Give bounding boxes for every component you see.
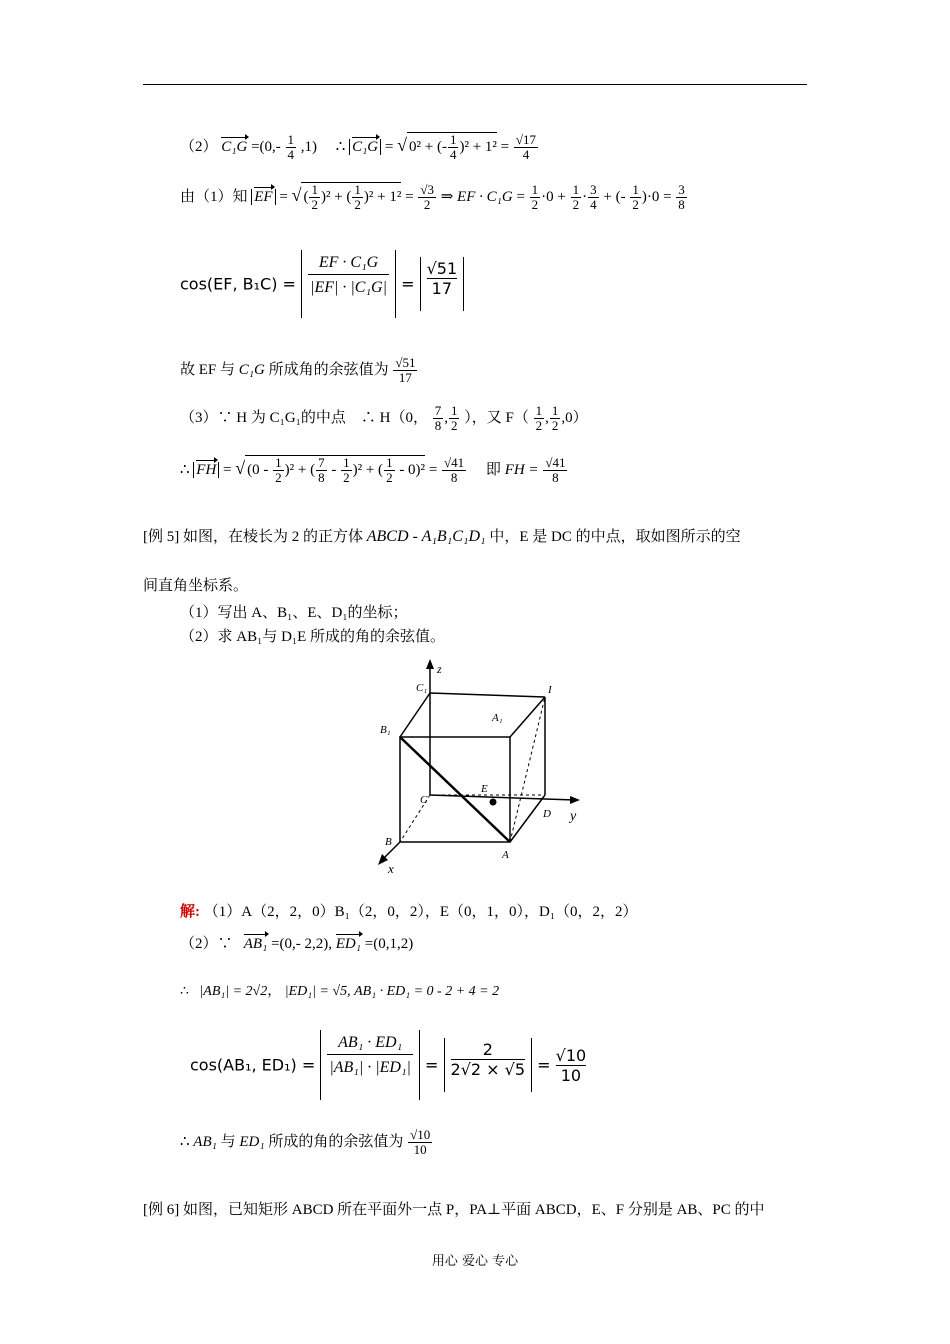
c1g-magnitude-label: C₁G (352, 138, 379, 155)
sol2-a: （2）∵ (180, 936, 233, 952)
part3-line: （3）∵ H 为 C₁G₁的中点 ∴ H（0， $\frac{7}{8}$ , $\frac{1}{2}$ ），又 F（ $\frac{1}{2}$ , $\frac{1}{2}$ ,0） (180, 403, 588, 433)
mag-result: $\frac{√17}{4}$ (515, 132, 537, 162)
solution-mags (180, 980, 499, 1000)
concl-a: ∴ (180, 1133, 190, 1150)
part3-d: ,0） (561, 409, 588, 426)
label-x: x (388, 861, 394, 876)
ef-vector: EF (254, 188, 273, 205)
concl1-d: 17 (398, 370, 412, 385)
sol-cos-den: |AB₁| · |ED₁| (329, 1059, 411, 1076)
label-z: z (437, 662, 442, 676)
dot-result: $\frac{3}{8}$ (678, 182, 685, 212)
ex5-b: 中，E 是 DC 的中点，取如图所示的空 (489, 529, 741, 545)
ef-line: 由（1）知 EF = √ ( $\frac{1}{2}$ )² + ( $\frac{1}{2}$ )² + 1² = $\frac{√3}{2}$ ⇒ EF · C₁G = $\frac{1}{2}$ ·0 + $\frac{1}{2}$ · $\frac{3}{4}$ + (- $\frac{1}{2}$ )·0 = $\frac{3}{8}$ (180, 182, 685, 212)
part2-line: （2） C₁G =(0,- $\frac{1}{4}$ ,1) ∴ C₁G = √ 0² + (- $\frac{1}{4}$ )² + 1² = $\frac{√17}{4}$ (180, 132, 537, 162)
cos-denominator: |EF| · |C₁G| (310, 279, 387, 296)
c1g-vector: C₁G (221, 138, 248, 155)
cos-result-d: 17 (431, 279, 453, 298)
fh-vector: FH (196, 461, 217, 478)
example6-line1: [例 6] 如图，已知矩形 ABCD 所在平面外一点 P，PA⊥平面 ABCD，E、F 分别是 AB、PC 的中 (143, 1202, 765, 1218)
example5-line1 (143, 525, 741, 546)
label-y: y (570, 809, 577, 824)
cos-line: cos(EF, B₁C) = $\frac{\text{EF · C₁G}}{\text{|EF| · |C₁G|}}$ = $\frac{√51}{17}$ (180, 250, 464, 318)
conclusion-1 (180, 356, 418, 385)
ab1-dot-ed1: AB₁ · ED₁ = 0 - 2 + 4 = 2 (354, 984, 500, 999)
ef-prefix: 由（1）知 (180, 188, 248, 205)
solution-label: 解: (180, 904, 200, 920)
mag-inner: 0² + (- (409, 138, 447, 155)
point-e (490, 799, 497, 806)
part3-b: ∴ H（0， (360, 409, 428, 426)
solution-cos: cos(AB₁, ED₁) = $\frac{\text{AB₁ · ED₁}}{\text{|AB₁| · |ED₁|}}$ = $\frac{2}{2√2 \times √5}$ = $\frac{√10}{10}$ (190, 1030, 586, 1100)
sol-cos-text: cos(AB₁, ED₁) = (190, 1055, 316, 1075)
sol-mid-d: 2√2 × √5 (450, 1060, 526, 1079)
concl1-n: √51 (395, 355, 416, 370)
c1g-tail: ,1) (300, 138, 318, 155)
label-a: A (502, 849, 509, 861)
label-a1: A₁ (492, 712, 503, 724)
cos-numerator: EF · C₁G (308, 252, 389, 275)
cos-result-n: √51 (426, 259, 458, 278)
fh-therefore: ∴ (180, 461, 190, 478)
edge-b1c1 (400, 693, 430, 737)
fh-ji: 即 (485, 461, 501, 478)
label-e: E (481, 783, 488, 795)
label-c: C (420, 794, 428, 806)
ab1-val: =(0,- 2,2), (271, 936, 333, 952)
example5-line2: 间直角坐标系。 (143, 578, 249, 594)
example5-q2: （2）求 AB₁与 D₁E 所成的角的余弦值。 (180, 629, 446, 645)
concl-n: √10 (410, 1127, 431, 1142)
ed1-mag: |ED₁| = √5, (284, 984, 351, 999)
page-footer: 用心 爱心 专心 (431, 1254, 519, 1269)
fh-line: ∴ FH = √ (0 - $\frac{1}{2}$ )² + ( $\frac{7}{8}$ - $\frac{1}{2}$ )² + ( $\frac{1}{2}$ - 0)² = $\frac{√41}{8}$ 即 FH = $\frac{√41}{8}$ (180, 455, 566, 485)
solution-part1 (180, 900, 638, 921)
ab1-mag: |AB₁| = 2√2 (199, 984, 268, 999)
ef-dot-c1g: EF · C₁G (457, 188, 513, 205)
dot-eq: = (516, 188, 525, 205)
ex5-cube: ABCD - A₁B₁C₁D₁ (366, 528, 486, 545)
ex5-a: [例 5] 如图，在棱长为 2 的正方体 (143, 529, 363, 545)
label-b1: B₁ (380, 724, 391, 736)
segment-ab1 (400, 737, 510, 842)
example5-q1: （1）写出 A、B₁、E、D₁的坐标； (180, 605, 408, 621)
cube-figure (370, 655, 590, 880)
sol-res-d: 10 (560, 1065, 582, 1085)
concl-d: 10 (413, 1142, 427, 1157)
solution-part1-text: （1）A（2，2，0）B₁（2，0，2），E（0，1，0），D₁（0，2，2） (203, 904, 638, 920)
z-arrow (426, 659, 434, 669)
frac-quarter: $\frac{1}{4}$ (287, 132, 295, 162)
therefore-symbol: ∴ (335, 138, 346, 155)
cos-text: cos(EF, B₁C) = (180, 274, 296, 294)
implies-symbol: ⇒ (440, 188, 454, 205)
concl1-c1g: C₁G (238, 361, 265, 378)
label-d: D (543, 808, 551, 820)
label-c1: C₁ (416, 682, 428, 694)
y-axis (430, 795, 575, 800)
concl1-b: 所成角的余弦值为 (268, 361, 389, 378)
y-arrow (570, 796, 580, 804)
edge-ai (510, 697, 545, 842)
header-rule (143, 84, 807, 85)
concl1-a: 故 EF 与 (180, 361, 236, 378)
concl-c: 所成的角的余弦值为 (268, 1133, 404, 1150)
solution-conclusion (180, 1128, 433, 1157)
fh2: FH = (504, 461, 539, 478)
sol-mid-n: 2 (451, 1040, 526, 1060)
concl-b: 与 (220, 1133, 236, 1150)
ed1-val: =(0,1,2) (364, 936, 414, 952)
part3-a: （3）∵ H 为 C₁G₁的中点 (180, 409, 346, 426)
label-i: I (548, 684, 552, 696)
mag-inner2: )² + 1² (459, 138, 497, 155)
edge-c1i (430, 693, 545, 697)
concl-ab1: AB₁ (193, 1133, 217, 1150)
part3-c: ），又 F（ (464, 409, 529, 426)
c1g-eq: =(0,- (251, 138, 281, 155)
concl-ed1: ED₁ (239, 1133, 265, 1150)
label-b: B (385, 836, 392, 848)
solution-part2 (180, 932, 413, 953)
sol-therefore: ∴ (180, 984, 189, 999)
sol-comma: ， (267, 984, 282, 999)
ef-mag-result: $\frac{√3}{2}$ (420, 182, 434, 212)
ab1-vector: AB₁ (243, 936, 268, 952)
ed1-vector: ED₁ (335, 936, 361, 952)
part2-label: （2） (180, 138, 218, 155)
sol-cos-num: AB₁ · ED₁ (327, 1032, 413, 1055)
sol-res-n: √10 (555, 1045, 587, 1065)
